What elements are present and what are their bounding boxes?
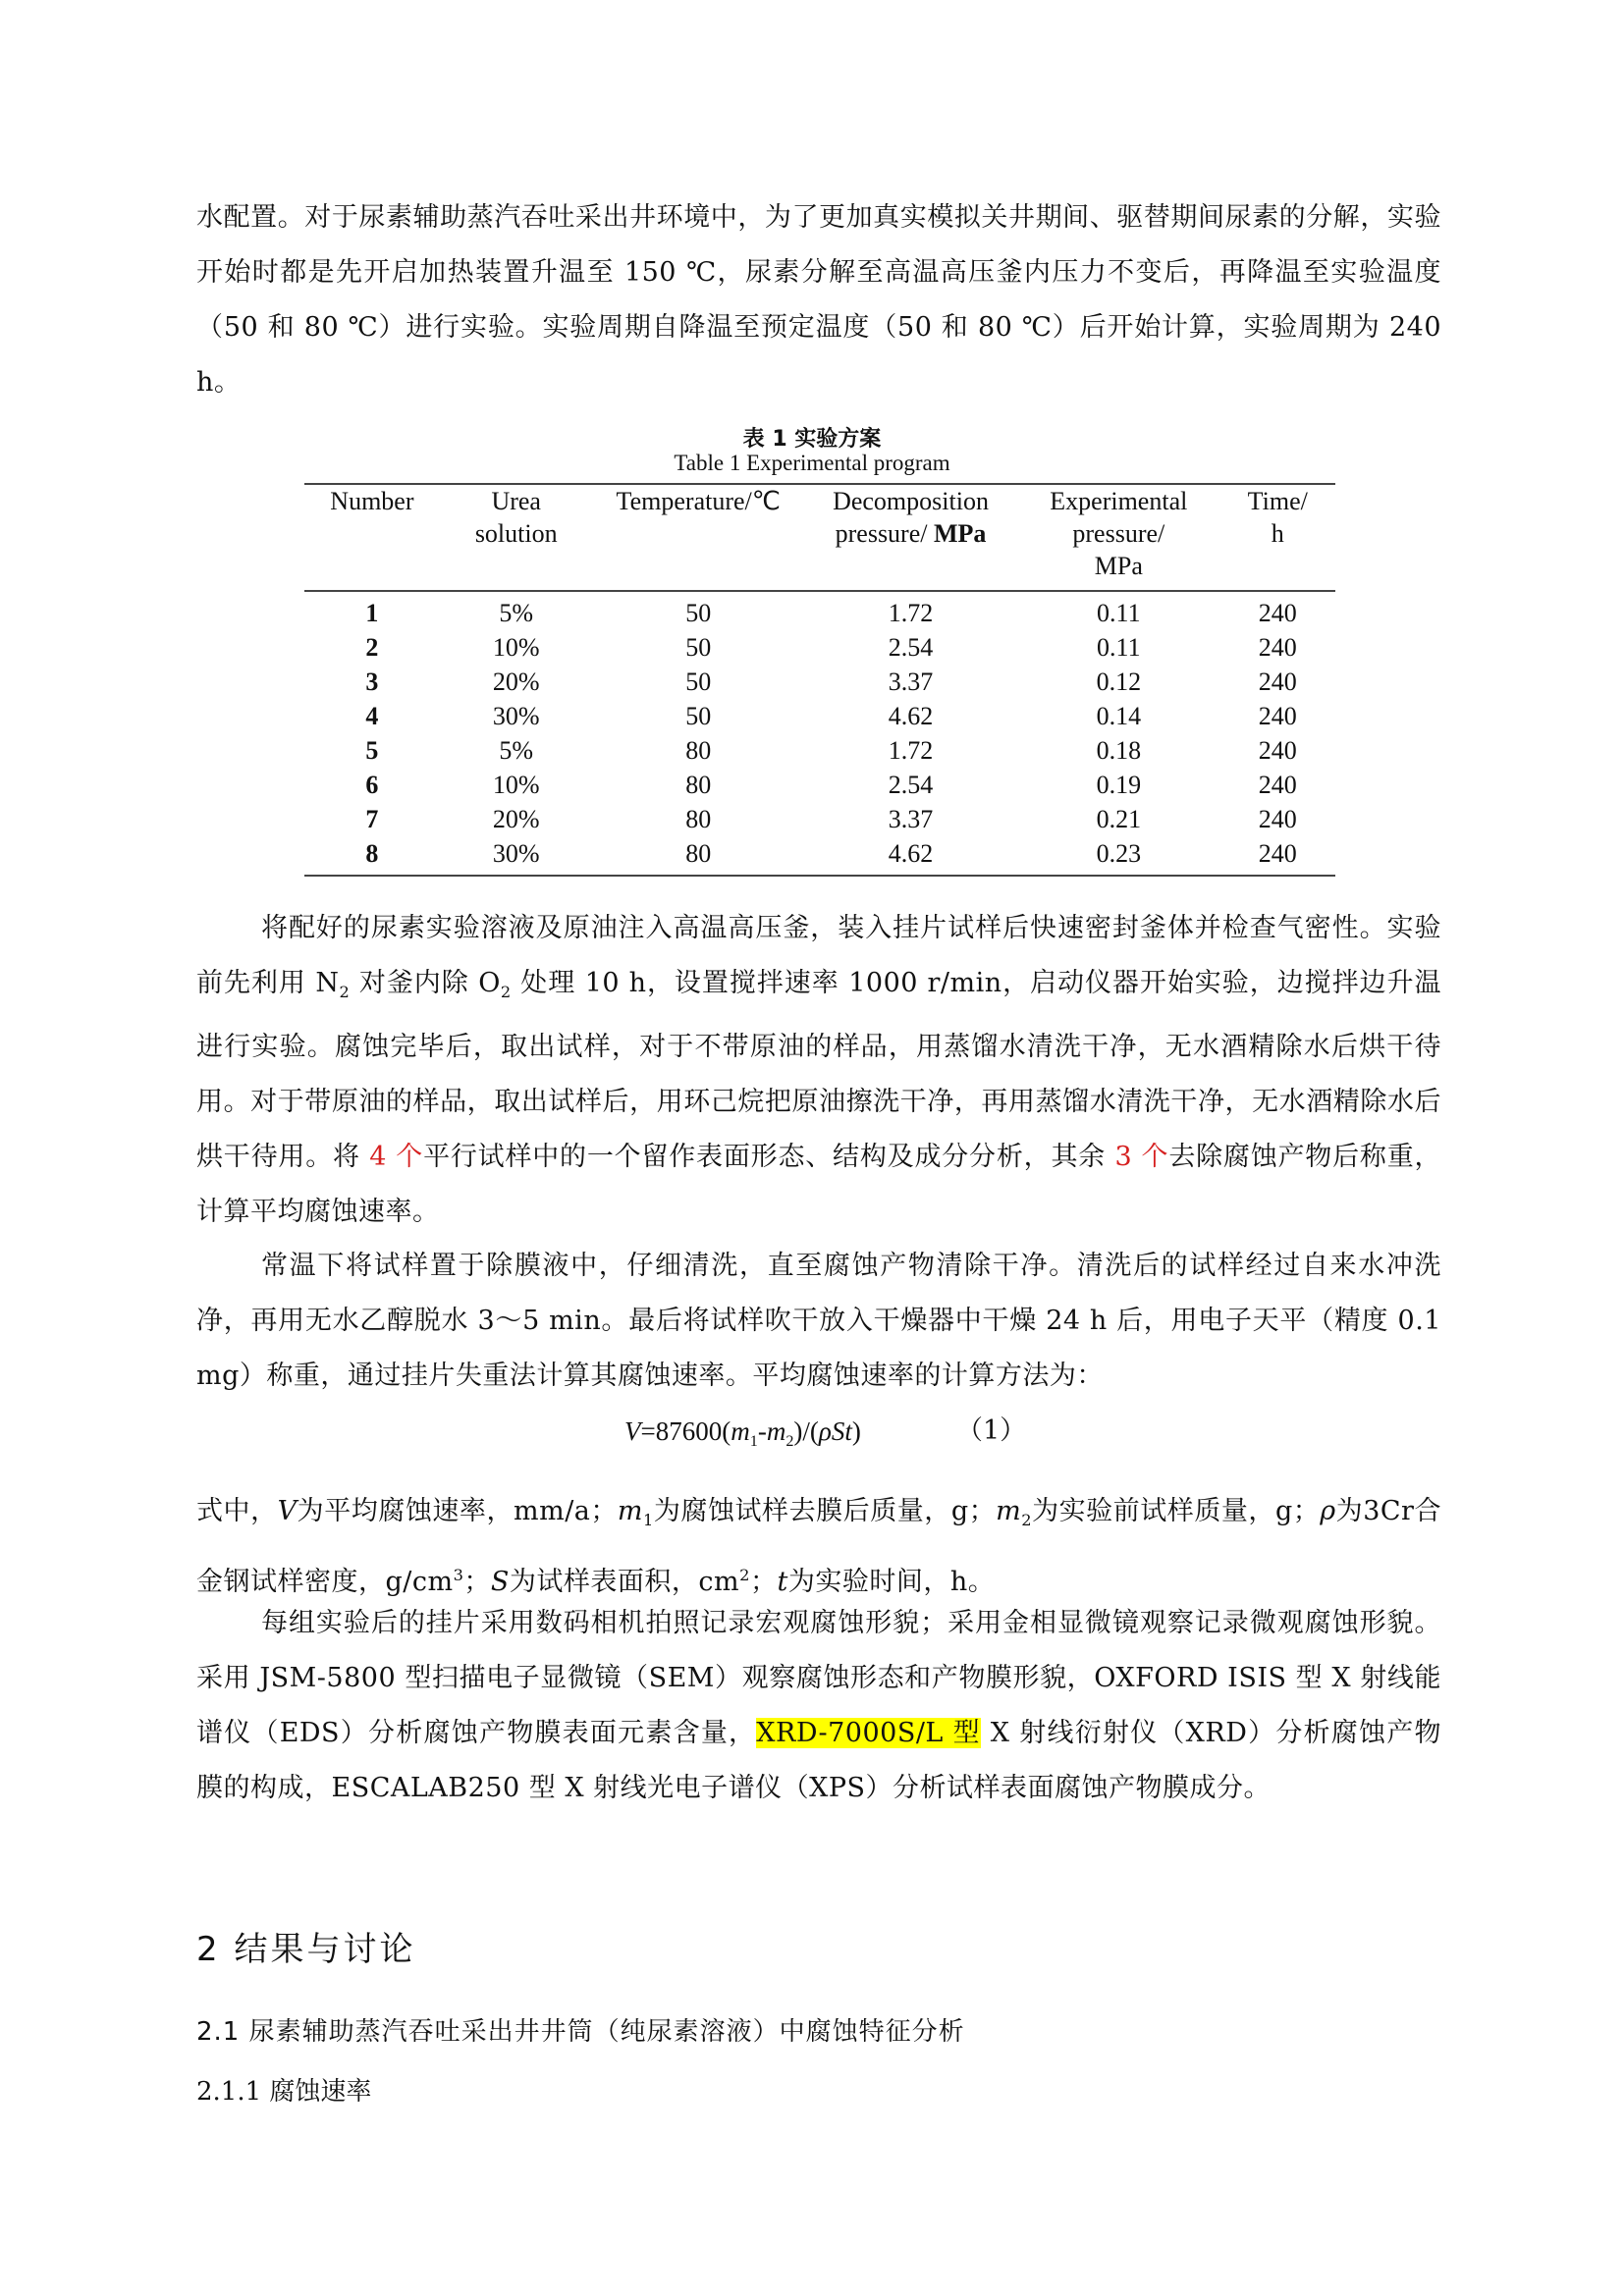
p2-text-b: 对釜内除 O — [350, 968, 501, 998]
eq-part-2: )/( — [793, 1416, 819, 1446]
table-row — [304, 733, 1335, 768]
header-exp-line3: MPa — [1094, 552, 1143, 580]
header-decomp-line1: Decomposition — [833, 487, 989, 515]
p4-var-v: V — [277, 1496, 298, 1526]
cell-number: 5 — [365, 736, 379, 765]
cell-urea: 10% — [492, 771, 540, 799]
p2-sub-o2: 2 — [500, 983, 512, 1001]
cell-temperature: 80 — [593, 836, 804, 876]
table-row — [304, 768, 1335, 802]
cell-temperature: 50 — [685, 702, 712, 730]
p5-text-a: 每组实验后的挂片采用数码相机拍照记录宏观腐蚀形貌；采用金相显微镜观察记录微观腐蚀形貌。采用 JSM-5800 型扫描电子显微镜（SEM）观察腐蚀形态和产物膜形貌，OXFORD ISIS 型 X 射线能谱仪（EDS）分析腐蚀产物膜表面元素含量， — [196, 1608, 1441, 1748]
table-header-row — [304, 484, 1335, 591]
paragraph-procedure — [196, 901, 1441, 1240]
cell-urea: 20% — [492, 805, 540, 833]
cell-number: 6 — [365, 771, 379, 799]
cell-urea: 10% — [492, 633, 540, 662]
p4-var-t: t — [777, 1567, 788, 1597]
cell-decomposition-pressure: 1.72 — [888, 599, 934, 627]
header-temperature — [593, 484, 804, 591]
paragraph-cleaning: 常温下将试样置于除膜液中，仔细清洗，直至腐蚀产物清除干净。清洗后的试样经过自来水冲洗净，再用无水乙醇脱水 3～5 min。最后将试样吹干放入干燥器中干燥 24 h 后，用电子天平（精度 0.1 mg）称重，通过挂片失重法计算其腐蚀速率。平均腐蚀速率的计算方法为： — [196, 1251, 1441, 1391]
equation-number: （1） — [956, 1415, 1027, 1446]
cell-decomposition-pressure: 1.72 — [888, 736, 934, 765]
header-urea-line2: solution — [474, 519, 558, 548]
cell-temperature: 80 — [685, 736, 712, 765]
cell-time: 240 — [1220, 836, 1335, 876]
p4-sup-3: 3 — [453, 1566, 464, 1584]
p4-text-d: 为3Cr合金钢试样密度，g/cm — [196, 1496, 1441, 1597]
eq-rho-st: ρSt — [818, 1416, 852, 1446]
paragraph-experiment-setup: 水配置。对于尿素辅助蒸汽吞吐采出井环境中，为了更加真实模拟关井期间、驱替期间尿素的分解，实验开始时都是先开启加热装置升温至 150 ℃，尿素分解至高温高压釜内压力不变后，再降温至实验温度（50 和 80 ℃）进行实验。实验周期自降温至预定温度（50 和 80 ℃）后开始计算，实验周期为 240 h。 — [196, 202, 1441, 398]
p4-text-h: 为实验时间，h。 — [787, 1567, 996, 1597]
table-row — [304, 699, 1335, 733]
table-row — [304, 802, 1335, 836]
table-caption-en: Table 1 Experimental program — [674, 451, 950, 475]
cell-temperature: 50 — [685, 599, 712, 627]
cell-experimental-pressure: 0.21 — [1096, 805, 1142, 833]
header-decomp-line2b: MPa — [933, 519, 987, 548]
header-exp-line2: pressure/ — [1072, 519, 1165, 548]
cell-urea: 30% — [440, 836, 593, 876]
cell-number: 4 — [365, 702, 379, 730]
cell-time: 240 — [1258, 599, 1297, 627]
eq-minus: - — [757, 1416, 767, 1446]
table-row — [304, 665, 1335, 699]
cell-number: 3 — [365, 667, 379, 696]
cell-temperature: 50 — [685, 633, 712, 662]
header-time-line1: Time/ — [1247, 487, 1308, 515]
cell-experimental-pressure: 0.12 — [1096, 667, 1142, 696]
table-caption-cn: 表 1 实验方案 — [742, 427, 882, 452]
cell-decomposition-pressure: 4.62 — [804, 836, 1017, 876]
table-row — [304, 836, 1335, 876]
header-temperature-text: Temperature/℃ — [616, 487, 781, 515]
p2-text-d: 平行试样中的一个留作表面形态、结构及成分分析，其余 — [423, 1142, 1115, 1172]
header-number — [304, 484, 440, 591]
cell-urea: 5% — [499, 599, 534, 627]
cell-experimental-pressure: 0.19 — [1096, 771, 1142, 799]
cell-number: 7 — [365, 805, 379, 833]
p4-var-rho: ρ — [1320, 1496, 1336, 1526]
p4-text-f: 为试样表面积，cm — [509, 1567, 740, 1597]
eq-m2-sub: 2 — [785, 1432, 794, 1450]
p2-sub-n2: 2 — [339, 983, 351, 1001]
eq-m1: m — [731, 1416, 750, 1446]
cell-experimental-pressure: 0.11 — [1097, 633, 1141, 662]
cell-decomposition-pressure: 4.62 — [888, 702, 934, 730]
p4-var-m1: m — [617, 1496, 644, 1526]
experimental-program-table — [304, 483, 1335, 877]
cell-temperature: 80 — [685, 771, 712, 799]
eq-m1-sub: 1 — [749, 1432, 758, 1450]
header-urea-line1: Urea — [491, 487, 541, 515]
p2-text-e: 去除腐蚀产物后称重，计算平均腐蚀速率。 — [196, 1142, 1442, 1227]
cell-experimental-pressure: 0.23 — [1017, 836, 1219, 876]
cell-urea: 5% — [499, 736, 534, 765]
cell-number: 1 — [365, 599, 379, 627]
cell-number: 2 — [365, 633, 379, 662]
section-heading-2: 2 结果与讨论 — [196, 1930, 416, 1969]
cell-decomposition-pressure: 3.37 — [888, 805, 934, 833]
eq-m2: m — [766, 1416, 786, 1446]
paragraph-variables — [196, 1484, 1441, 1610]
section-heading-2-1-1: 2.1.1 腐蚀速率 — [196, 2077, 372, 2107]
p2-red-three: 3 个 — [1114, 1142, 1169, 1172]
cell-urea: 30% — [492, 702, 540, 730]
header-number-text: Number — [330, 487, 414, 515]
table-row — [304, 591, 1335, 630]
cell-time: 240 — [1258, 805, 1297, 833]
p2-text-c: 处理 10 h，设置搅拌速率 1000 r/min，启动仪器开始实验，边搅拌边升温进行实验。腐蚀完毕后，取出试样，对于不带原油的样品，用蒸馏水清洗干净，无水酒精除水后烘干待用。对于带原油的样品，取出试样后，用环己烷把原油擦洗干净，再用蒸馏水清洗干净，无水酒精除水后烘干待用。将 — [196, 968, 1441, 1172]
header-decomposition-pressure — [804, 484, 1017, 591]
cell-time: 240 — [1258, 633, 1297, 662]
header-urea — [440, 484, 593, 591]
header-time — [1220, 484, 1335, 591]
p4-var-m2-sub: 2 — [1021, 1511, 1033, 1529]
eq-close: ) — [851, 1416, 861, 1446]
cell-time: 240 — [1258, 736, 1297, 765]
header-exp-line1: Experimental — [1050, 487, 1188, 515]
cell-urea: 20% — [492, 667, 540, 696]
cell-time: 240 — [1258, 667, 1297, 696]
p2-text-a: 将配好的尿素实验溶液及原油注入高温高压釜，装入挂片试样后快速密封釜体并检查气密性。实验前先利用 N — [196, 913, 1441, 998]
p4-var-m1-sub: 1 — [643, 1511, 654, 1529]
p4-text-b: 为腐蚀试样去膜后质量，g； — [653, 1496, 997, 1526]
cell-experimental-pressure: 0.11 — [1097, 599, 1141, 627]
eq-v: V — [624, 1416, 641, 1446]
cell-temperature: 50 — [685, 667, 712, 696]
cell-decomposition-pressure: 3.37 — [888, 667, 934, 696]
p2-red-four: 4 个 — [369, 1142, 424, 1172]
cell-temperature: 80 — [685, 805, 712, 833]
header-time-line2: h — [1271, 519, 1284, 548]
eq-part-1: =87600( — [640, 1416, 731, 1446]
cell-decomposition-pressure: 2.54 — [888, 771, 934, 799]
paragraph-instruments — [196, 1596, 1441, 1816]
p4-var-m2: m — [996, 1496, 1022, 1526]
p5-text-b: X 射线衍射仪（XRD）分析腐蚀产物膜的构成，ESCALAB250 型 X 射线光电子谱仪（XPS）分析试样表面腐蚀产物膜成分。 — [196, 1718, 1441, 1803]
cell-experimental-pressure: 0.14 — [1096, 702, 1142, 730]
cell-decomposition-pressure: 2.54 — [888, 633, 934, 662]
section-heading-2-1: 2.1 尿素辅助蒸汽吞吐采出井井筒（纯尿素溶液）中腐蚀特征分析 — [196, 2017, 965, 2047]
equation-expression — [624, 1404, 861, 1468]
p4-text-g: ； — [749, 1567, 778, 1597]
p4-text-e: ； — [463, 1567, 491, 1597]
p4-sup-2: 2 — [739, 1566, 750, 1584]
cell-time: 240 — [1258, 702, 1297, 730]
table-row — [304, 630, 1335, 665]
header-experimental-pressure — [1017, 484, 1219, 591]
p4-prefix: 式中， — [196, 1496, 278, 1526]
header-decomp-line2a: pressure/ — [835, 519, 934, 548]
cell-time: 240 — [1258, 771, 1297, 799]
p5-highlight-xrd: XRD-7000S/L 型 — [756, 1718, 981, 1748]
cell-number: 8 — [304, 836, 440, 876]
cell-experimental-pressure: 0.18 — [1096, 736, 1142, 765]
p4-text-a: 为平均腐蚀速率，mm/a； — [297, 1496, 618, 1526]
p4-text-c: 为实验前试样质量，g； — [1032, 1496, 1321, 1526]
p4-var-s: S — [490, 1567, 510, 1597]
